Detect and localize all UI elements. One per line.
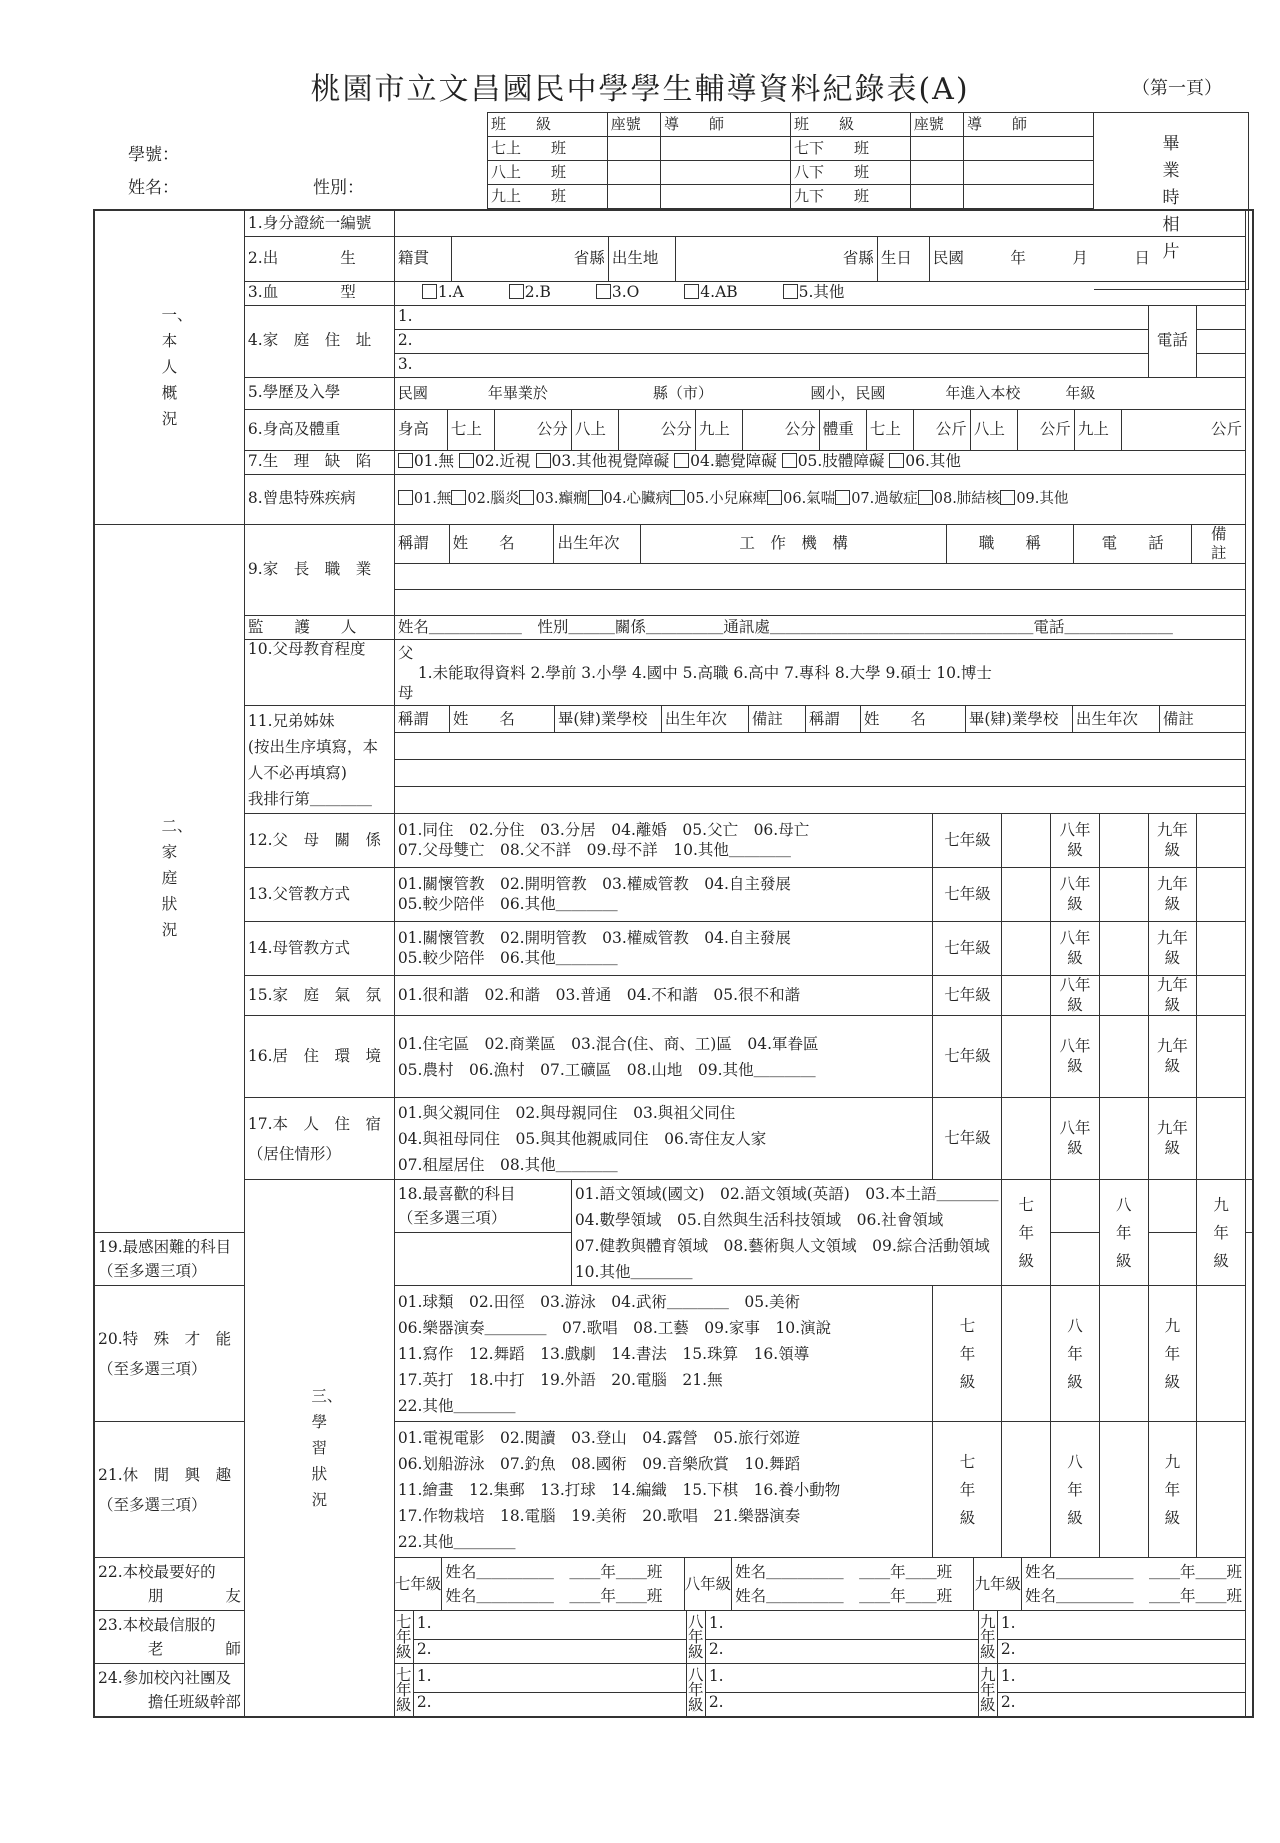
birthday-date[interactable]: 民國 年 月 日 bbox=[929, 237, 1245, 281]
height-g8: 八上 bbox=[571, 410, 618, 450]
student-name-label: 姓名： bbox=[128, 178, 179, 198]
sib-col: 姓 名 bbox=[449, 706, 554, 732]
sib-col: 備註 bbox=[1159, 706, 1245, 732]
sib-col: 稱謂 bbox=[805, 706, 860, 732]
talent-g7-answer[interactable] bbox=[1002, 1286, 1051, 1422]
grade-9-tag: 九年級 bbox=[974, 1558, 1022, 1610]
sib-col: 姓 名 bbox=[860, 706, 965, 732]
province-label-2: 省縣 bbox=[675, 237, 877, 281]
guardian-field[interactable]: 姓名＿＿＿＿＿＿ 性別＿＿＿關係＿＿＿＿＿通訊處＿＿＿＿＿＿＿＿＿＿＿＿＿＿＿＿＿電話＿＿＿＿＿＿＿ bbox=[394, 616, 1245, 640]
col-name: 姓 名 bbox=[449, 525, 554, 564]
residence-options[interactable]: 01.與父親同住 02.與母親同住 03.與祖父同住 04.與祖母同住 05.與其他親戚同住 06.寄住友人家 07.租屋居住 08.其他＿＿＿＿ bbox=[394, 1098, 933, 1180]
section-3-label: 三、學習狀況 bbox=[244, 1180, 394, 1718]
disease-opt-1[interactable]: 01.無 bbox=[398, 491, 452, 507]
leisure-g7-answer[interactable] bbox=[1002, 1422, 1051, 1558]
class-col: 班 級 bbox=[790, 113, 910, 137]
grade-8-answer[interactable] bbox=[1099, 1016, 1148, 1098]
sibling-row[interactable] bbox=[394, 733, 1245, 760]
blood-type-label: 3.血 型 bbox=[244, 281, 394, 305]
address-line-3[interactable]: 3. bbox=[394, 353, 1148, 377]
parent-job-row-2[interactable] bbox=[394, 590, 1245, 616]
seat-cell[interactable] bbox=[910, 137, 963, 161]
height-g9: 九上 bbox=[695, 410, 742, 450]
grade-8: 八年級 bbox=[1051, 868, 1100, 922]
blood-o-checkbox[interactable]: 3.O bbox=[596, 283, 640, 301]
mother-discipline-label: 14.母管教方式 bbox=[244, 922, 394, 976]
parent-education-field[interactable] bbox=[394, 640, 1245, 706]
diff-g8-answer[interactable] bbox=[1051, 1233, 1100, 1286]
grade-8-answer[interactable] bbox=[1099, 868, 1148, 922]
grade-9-tag: 九年級 bbox=[978, 1664, 997, 1716]
grade-9-answer[interactable] bbox=[1197, 976, 1246, 1016]
blood-other-checkbox[interactable]: 5.其他 bbox=[783, 283, 845, 301]
grade-7-vertical: 七年級 bbox=[933, 1286, 1002, 1422]
grade-9-answer[interactable] bbox=[1197, 1016, 1246, 1098]
club-g8[interactable]: 1. 2. bbox=[705, 1664, 978, 1716]
grade-7: 七年級 bbox=[933, 814, 1002, 868]
grade-9-answer[interactable] bbox=[1197, 922, 1246, 976]
seat-cell[interactable] bbox=[910, 161, 963, 185]
club-g9[interactable]: 1. 2. bbox=[997, 1664, 1245, 1716]
class-cell: 九下 班 bbox=[790, 185, 910, 209]
disease-label: 8.曾患特殊疾病 bbox=[244, 474, 394, 524]
parent-education-label: 10.父母教育程度 bbox=[244, 640, 394, 706]
siblings-header bbox=[394, 706, 1245, 733]
main-form-table bbox=[93, 209, 1258, 1718]
friend-g7[interactable]: 姓名＿＿＿＿＿ ＿＿年＿＿班 姓名＿＿＿＿＿ ＿＿年＿＿班 bbox=[442, 1558, 684, 1610]
grade-7-answer[interactable] bbox=[1002, 1016, 1051, 1098]
parent-relation-options[interactable]: 01.同住 02.分住 03.分居 04.離婚 05.父亡 06.母亡 07.父母雙亡 08.父不詳 09.母不詳 10.其他＿＿＿＿ bbox=[394, 814, 933, 868]
disease-opt-4[interactable]: 04.心臟病 bbox=[588, 491, 671, 507]
teacher-g7[interactable]: 1. 2. bbox=[413, 1611, 686, 1663]
talent-options[interactable]: 01.球類 02.田徑 03.游泳 04.武術＿＿＿＿ 05.美術 06.樂器演奏＿＿＿＿ 07.歌唱 08.工藝 09.家事 10.演說 11.寫作 12.舞蹈 13.戲劇 14.書法 15.珠算 16.領導 17.英打 18.中打 19.外語 20.電腦 21.無 22.其他＿＿＿＿ bbox=[394, 1286, 933, 1422]
siblings-label: 11.兄弟姊妹 (按出生序填寫，本人不必再填寫) 我排行第＿＿＿＿ bbox=[244, 706, 394, 814]
address-label: 4.家 庭 住 址 bbox=[244, 305, 394, 377]
teacher-col: 導 師 bbox=[660, 113, 790, 137]
grade-8-vertical: 八年級 bbox=[1051, 1422, 1100, 1558]
family-atmosphere-label: 15.家 庭 氣 氛 bbox=[244, 976, 394, 1016]
grade-8: 八年級 bbox=[1051, 814, 1100, 868]
physical-defect-options bbox=[394, 450, 1245, 474]
father-discipline-options[interactable]: 01.關懷管教 02.開明管教 03.權威管教 04.自主發展 05.較少陪伴 06.其他＿＿＿＿ bbox=[394, 868, 933, 922]
form-title: 桃園市立文昌國民中學學生輔導資料紀錄表(A) bbox=[310, 72, 970, 107]
height-label: 身高 bbox=[397, 419, 429, 438]
grade-7: 七年級 bbox=[933, 922, 1002, 976]
grade-7: 七年級 bbox=[933, 868, 1002, 922]
class-col: 班 級 bbox=[488, 113, 608, 137]
sib-col: 畢(肄)業學校 bbox=[554, 706, 661, 732]
defect-opt-4[interactable]: 04.聽覺障礙 bbox=[674, 452, 777, 470]
difficult-subject-label: 19.最感困難的科目 （至多選三項） bbox=[94, 1233, 244, 1286]
grade-9: 九年級 bbox=[1148, 976, 1197, 1016]
grade-9-answer[interactable] bbox=[1197, 814, 1246, 868]
phone-line-2[interactable] bbox=[1197, 329, 1246, 353]
living-environment-label: 16.居 住 環 境 bbox=[244, 1016, 394, 1098]
disease-options bbox=[394, 474, 1245, 524]
education-field[interactable]: 民國 年畢業於 縣（市） 國小，民國 年進入本校 年級 bbox=[394, 377, 1245, 409]
defect-opt-2[interactable]: 02.近視 bbox=[459, 452, 531, 470]
phone-line-3[interactable] bbox=[1197, 353, 1246, 377]
father-label: 父 bbox=[397, 643, 414, 662]
birthday-label: 生日 bbox=[877, 237, 929, 281]
mother-label: 母 bbox=[397, 683, 414, 702]
grade-7-tag: 七年級 bbox=[396, 1612, 412, 1661]
birth-row bbox=[394, 236, 1245, 281]
photo-label: 畢業時相片 bbox=[1162, 134, 1180, 262]
grade-8-answer[interactable] bbox=[1099, 922, 1148, 976]
grade-7-answer[interactable] bbox=[1002, 1098, 1051, 1180]
residence-label: 17.本 人 住 宿 （居住情形） bbox=[244, 1098, 394, 1180]
blood-a-checkbox[interactable]: 1.A bbox=[422, 283, 464, 301]
trusted-teacher-row bbox=[394, 1611, 1245, 1664]
parent-relation-label: 12.父 母 關 係 bbox=[244, 814, 394, 868]
gender-label: 性別： bbox=[313, 178, 364, 198]
weight-g8: 八上 bbox=[970, 410, 1017, 450]
sibling-row[interactable] bbox=[394, 787, 1245, 814]
teacher-cell[interactable] bbox=[660, 137, 790, 161]
phone-label: 電話 bbox=[1148, 305, 1197, 377]
fav-g7-answer[interactable] bbox=[1051, 1180, 1100, 1233]
best-friend-row bbox=[394, 1558, 1245, 1611]
col-phone: 電 話 bbox=[1073, 525, 1192, 564]
grade-8-tag: 八年級 bbox=[686, 1664, 705, 1716]
disease-opt-5[interactable]: 05.小兒麻痺 bbox=[670, 491, 767, 507]
col-title: 稱謂 bbox=[397, 534, 429, 553]
club-label: 24.參加校內社團及 擔任班級幹部 bbox=[94, 1664, 244, 1718]
seat-cell[interactable] bbox=[910, 185, 963, 209]
best-friend-label: 22.本校最要好的 朋 友 bbox=[94, 1558, 244, 1611]
talent-g8-answer[interactable] bbox=[1099, 1286, 1148, 1422]
weight-g7-kg[interactable]: 公斤 bbox=[913, 410, 970, 450]
class-cell: 七下 班 bbox=[790, 137, 910, 161]
favorite-subject-label: 18.最喜歡的科目 （至多選三項） bbox=[394, 1180, 571, 1233]
grade-9-vertical: 九年級 bbox=[1148, 1286, 1197, 1422]
grade-7: 七年級 bbox=[933, 976, 1002, 1016]
page-number: （第一頁） bbox=[1132, 78, 1222, 99]
grade-8: 八年級 bbox=[1051, 1016, 1100, 1098]
father-discipline-label: 13.父管教方式 bbox=[244, 868, 394, 922]
fav-g8-answer[interactable] bbox=[1148, 1180, 1197, 1233]
education-levels: 1.未能取得資料 2.學前 3.小學 4.國中 5.高職 6.高中 7.專科 8.大學 9.碩士 10.博士 bbox=[417, 663, 992, 682]
grade-9: 九年級 bbox=[1148, 814, 1197, 868]
class-cell: 七上 班 bbox=[488, 137, 608, 161]
sib-col: 畢(肄)業學校 bbox=[965, 706, 1072, 732]
parent-job-label: 9.家 長 職 業 bbox=[244, 524, 394, 616]
parent-job-row-1[interactable] bbox=[394, 564, 1245, 590]
seat-cell[interactable] bbox=[607, 161, 660, 185]
address-line-1[interactable]: 1. bbox=[394, 305, 1148, 329]
physical-defect-label: 7.生 理 缺 陷 bbox=[244, 450, 394, 474]
diff-g7-answer[interactable] bbox=[394, 1233, 571, 1286]
subject-options[interactable]: 01.語文領域(國文) 02.語文領域(英語) 03.本土語＿＿＿＿ 04.數學領域 05.自然與生活科技領域 06.社會領域 07.健教與體育領域 08.藝術與人文領域 09.綜合活動領域 10.其他＿＿＿＿ bbox=[571, 1180, 1002, 1286]
height-weight-row bbox=[394, 409, 1245, 450]
leisure-g9-answer[interactable] bbox=[1197, 1422, 1246, 1558]
teacher-cell[interactable] bbox=[660, 161, 790, 185]
height-g7-cm[interactable]: 公分 bbox=[494, 410, 571, 450]
height-g8-cm[interactable]: 公分 bbox=[618, 410, 695, 450]
disease-opt-2[interactable]: 02.腦炎 bbox=[451, 491, 519, 507]
col-position: 職 稱 bbox=[947, 525, 1074, 564]
grade-7: 七年級 bbox=[933, 1098, 1002, 1180]
teacher-cell[interactable] bbox=[963, 137, 1093, 161]
defect-opt-6[interactable]: 06.其他 bbox=[889, 452, 961, 470]
guardian-label: 監 護 人 bbox=[244, 616, 394, 640]
grade-7-tag: 七年級 bbox=[394, 1574, 442, 1593]
talent-g9-answer[interactable] bbox=[1197, 1286, 1246, 1422]
club-row bbox=[394, 1664, 1245, 1718]
section-1-label: 一、本人概況 bbox=[94, 210, 244, 524]
grade-7-answer[interactable] bbox=[1002, 922, 1051, 976]
birthplace-label: 出生地 bbox=[608, 237, 675, 281]
weight-g8-kg[interactable]: 公斤 bbox=[1017, 410, 1074, 450]
grade-8: 八年級 bbox=[1051, 922, 1100, 976]
grade-8-tag: 八年級 bbox=[684, 1558, 732, 1610]
col-workplace: 工 作 機 構 bbox=[641, 525, 947, 564]
grade-7: 七年級 bbox=[933, 1016, 1002, 1098]
height-g7: 七上 bbox=[447, 410, 494, 450]
teacher-col: 導 師 bbox=[963, 113, 1093, 137]
parent-job-header bbox=[394, 524, 1258, 564]
province-label: 省縣 bbox=[451, 237, 608, 281]
blood-type-options bbox=[394, 281, 1245, 305]
section-2-label: 二、家庭狀況 bbox=[94, 524, 244, 1233]
teacher-g9[interactable]: 1. 2. bbox=[997, 1611, 1245, 1663]
teacher-cell[interactable] bbox=[963, 161, 1093, 185]
grade-7-answer[interactable] bbox=[1002, 814, 1051, 868]
trusted-teacher-label: 23.本校最信服的 老 師 bbox=[94, 1611, 244, 1664]
family-atmosphere-options[interactable]: 01.很和諧 02.和諧 03.普通 04.不和諧 05.很不和諧 bbox=[394, 976, 933, 1016]
weight-g9: 九上 bbox=[1074, 410, 1121, 450]
grade-8-answer[interactable] bbox=[1099, 814, 1148, 868]
grade-7-answer[interactable] bbox=[1002, 868, 1051, 922]
student-id-label: 學號： bbox=[128, 145, 179, 165]
talent-label: 20.特 殊 才 能 （至多選三項） bbox=[94, 1286, 244, 1422]
teacher-g8[interactable]: 1. 2. bbox=[705, 1611, 978, 1663]
leisure-options[interactable]: 01.電視電影 02.閱讀 03.登山 04.露營 05.旅行郊遊 06.划船游泳 07.釣魚 08.國術 09.音樂欣賞 10.舞蹈 11.繪畫 12.集郵 13.打球 14.編織 15.下棋 16.養小動物 17.作物栽培 18.電腦 19.美術 20.歌唱 21.樂器演奏 22.其他＿＿＿＿ bbox=[394, 1422, 933, 1558]
grade-7-tag: 七年級 bbox=[396, 1665, 412, 1714]
disease-opt-7[interactable]: 07.過敏症 bbox=[835, 491, 918, 507]
height-g9-cm[interactable]: 公分 bbox=[742, 410, 819, 450]
birth-label: 2.出 生 bbox=[244, 236, 394, 281]
seat-cell[interactable] bbox=[607, 137, 660, 161]
living-environment-options[interactable]: 01.住宅區 02.商業區 03.混合(住、商、工)區 04.軍眷區 05.農村 06.漁村 07.工礦區 08.山地 09.其他＿＿＿＿ bbox=[394, 1016, 933, 1098]
weight-label: 體重 bbox=[819, 410, 866, 450]
mother-discipline-options[interactable]: 01.關懷管教 02.開明管教 03.權威管教 04.自主發展 05.較少陪伴 06.其他＿＿＿＿ bbox=[394, 922, 933, 976]
friend-g9[interactable]: 姓名＿＿＿＿＿ ＿＿年＿＿班 姓名＿＿＿＿＿ ＿＿年＿＿班 bbox=[1021, 1558, 1245, 1610]
grade-9-vertical: 九年級 bbox=[1148, 1422, 1197, 1558]
blood-b-checkbox[interactable]: 2.B bbox=[509, 283, 551, 301]
id-number-field[interactable] bbox=[394, 210, 1245, 236]
grade-8-answer[interactable] bbox=[1099, 976, 1148, 1016]
teacher-cell[interactable] bbox=[963, 185, 1093, 209]
grade-8: 八年級 bbox=[1051, 1098, 1100, 1180]
grade-9: 九年級 bbox=[1148, 1016, 1197, 1098]
col-remark: 備 註 bbox=[1192, 525, 1245, 564]
sib-col: 出生年次 bbox=[1072, 706, 1159, 732]
grade-9: 九年級 bbox=[1148, 922, 1197, 976]
friend-g8[interactable]: 姓名＿＿＿＿＿ ＿＿年＿＿班 姓名＿＿＿＿＿ ＿＿年＿＿班 bbox=[732, 1558, 974, 1610]
grade-7-vertical: 七年級 bbox=[1002, 1180, 1051, 1286]
club-g7[interactable]: 1. 2. bbox=[413, 1664, 686, 1716]
defect-opt-5[interactable]: 05.肢體障礙 bbox=[782, 452, 885, 470]
grade-8-vertical: 八年級 bbox=[1099, 1180, 1148, 1286]
hometown-label: 籍貫 bbox=[397, 248, 429, 267]
grade-8-tag: 八年級 bbox=[686, 1611, 705, 1663]
grade-9-tag: 九年級 bbox=[978, 1611, 997, 1663]
weight-g9-kg[interactable]: 公斤 bbox=[1121, 410, 1245, 450]
disease-opt-8[interactable]: 08.肺結核 bbox=[918, 491, 1001, 507]
sib-col: 出生年次 bbox=[661, 706, 748, 732]
height-weight-label: 6.身高及體重 bbox=[244, 409, 394, 450]
teacher-cell[interactable] bbox=[660, 185, 790, 209]
seat-col: 座號 bbox=[607, 113, 660, 137]
col-birth-year: 出生年次 bbox=[554, 525, 641, 564]
class-cell: 八下 班 bbox=[790, 161, 910, 185]
sibling-row[interactable] bbox=[394, 760, 1245, 787]
class-header-table bbox=[487, 112, 1094, 209]
grade-7-vertical: 七年級 bbox=[933, 1422, 1002, 1558]
grade-7-answer[interactable] bbox=[1002, 976, 1051, 1016]
grade-9-vertical: 九年級 bbox=[1197, 1180, 1246, 1286]
sib-col: 備註 bbox=[748, 706, 805, 732]
fav-g9-answer[interactable] bbox=[1246, 1180, 1254, 1233]
grade-8: 八年級 bbox=[1051, 976, 1100, 1016]
class-cell: 八上 班 bbox=[488, 161, 608, 185]
address-line-2[interactable]: 2. bbox=[394, 329, 1148, 353]
grade-9: 九年級 bbox=[1148, 1098, 1197, 1180]
sib-col: 稱謂 bbox=[397, 709, 429, 728]
weight-g7: 七上 bbox=[866, 410, 913, 450]
disease-opt-6[interactable]: 06.氣喘 bbox=[767, 491, 835, 507]
disease-opt-9[interactable]: 09.其他 bbox=[1000, 491, 1068, 507]
class-cell: 九上 班 bbox=[488, 185, 608, 209]
diff-g9-answer[interactable] bbox=[1148, 1233, 1197, 1286]
seat-col: 座號 bbox=[910, 113, 963, 137]
seat-cell[interactable] bbox=[607, 185, 660, 209]
grade-8-answer[interactable] bbox=[1099, 1098, 1148, 1180]
grade-9-answer[interactable] bbox=[1197, 1098, 1246, 1180]
grade-9: 九年級 bbox=[1148, 868, 1197, 922]
phone-line-1[interactable] bbox=[1197, 305, 1246, 329]
leisure-g8-answer[interactable] bbox=[1099, 1422, 1148, 1558]
defect-opt-1[interactable]: 01.無 bbox=[398, 452, 454, 470]
disease-opt-3[interactable]: 03.癲癇 bbox=[519, 491, 587, 507]
grade-9-answer[interactable] bbox=[1197, 868, 1246, 922]
defect-opt-3[interactable]: 03.其他視覺障礙 bbox=[536, 452, 670, 470]
leisure-label: 21.休 閒 興 趣 （至多選三項） bbox=[94, 1422, 244, 1558]
grade-8-vertical: 八年級 bbox=[1051, 1286, 1100, 1422]
blood-ab-checkbox[interactable]: 4.AB bbox=[684, 283, 737, 301]
education-label: 5.學歷及入學 bbox=[244, 377, 394, 409]
id-number-label: 1.身分證統一編號 bbox=[244, 210, 394, 236]
